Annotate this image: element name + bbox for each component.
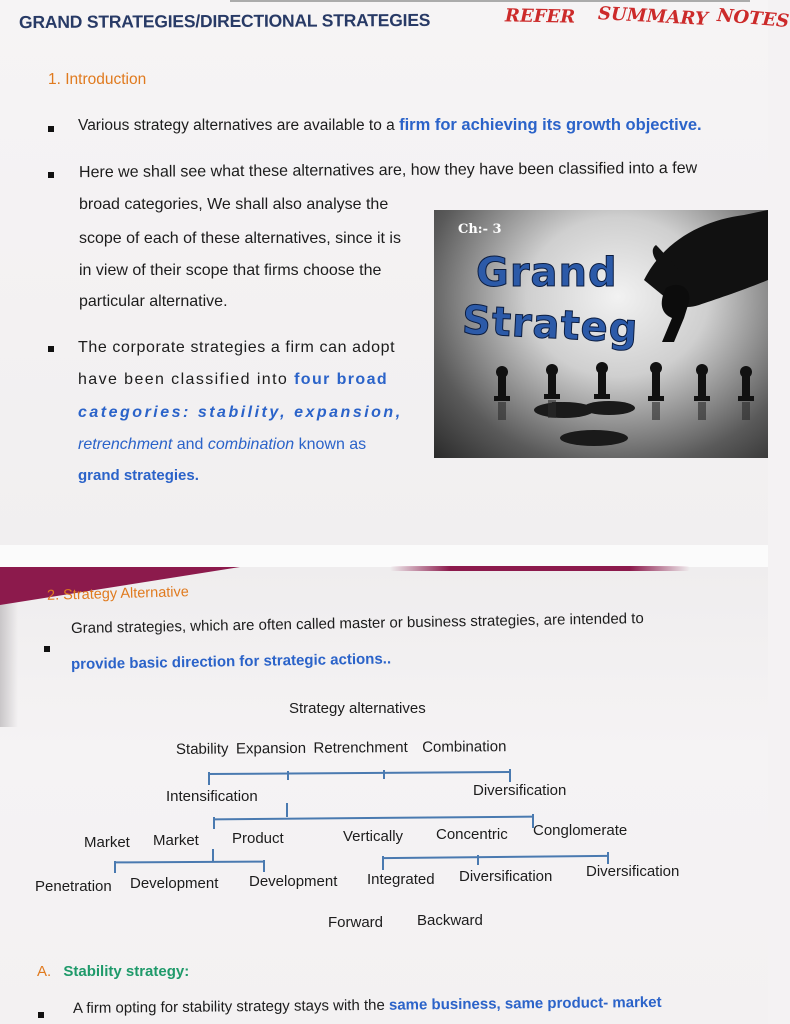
section-heading-strategy-alternative: 2. Strategy Alternative [46,584,190,604]
intro-bullet-1-highlight: firm for achieving its growth objective. [399,116,702,134]
intro-bullet-2-line-1: Here we shall see what these alternatives are, how they have been classified into a few [78,159,698,182]
image-word-grand: Grand [476,250,618,296]
handwritten-note-refer: REFER [504,5,576,28]
connector-line [382,856,384,870]
intro-bullet-1 [78,116,702,135]
stability-heading-text: Stability strategy: [63,963,190,980]
node-vertically: Vertically [343,828,404,845]
node-conglomerate: Conglomerate [533,822,628,839]
connector-line [213,817,215,829]
node-retrenchment: Retrenchment [313,738,408,757]
node-market-1: Market [84,834,130,851]
stability-bullet-text: A firm opting for stability strategy stays with the [72,996,390,1017]
term-retrenchment: retrenchment [78,436,173,453]
connector-line [286,803,288,817]
page-gap [0,545,768,567]
intro-bullet-3-line-1: The corporate strategies a firm can adopt [78,339,396,356]
node-expansion: Expansion [235,739,307,758]
node-stability: Stability [175,740,229,758]
node-concentric: Concentric [436,826,508,843]
intro-bullet-3-line-3: categories: stability, expansion, [78,404,403,421]
bullet-icon [38,1012,44,1018]
connector-line [212,849,214,861]
strategy-bullet-line-2: provide basic direction for strategic actions.. [70,650,392,673]
intro-bullet-2-line-5: particular alternative. [79,293,228,310]
section-heading-stability [37,963,189,980]
diagram-root: Strategy alternatives [289,700,426,717]
term-combination: combination [207,436,295,453]
intro-bullet-3-line-2 [78,371,388,389]
intro-bullet-2-line-3: scope of each of these alternatives, since it is [79,230,401,247]
intro-bullet-2-line-4: in view of their scope that firms choose the [79,262,382,279]
connector-line [509,769,511,782]
image-word-strategy: Strateg [460,297,640,353]
page-title: GRAND STRATEGIES/DIRECTIONAL STRATEGIES [18,9,431,33]
node-backward: Backward [417,912,483,929]
handwritten-note-summary: SUMMARY [597,3,709,30]
connector-line [287,771,289,780]
diagram-level-1 [176,738,507,759]
bullet-icon [48,126,54,132]
node-concentric-diversification: Diversification [459,868,553,885]
stability-bullet-highlight: same business, same product- market [388,993,662,1014]
node-integrated: Integrated [367,871,435,888]
grand-strategy-chess-image [434,210,768,458]
connector-line [263,860,265,872]
section-divider [390,566,690,571]
top-rule [230,0,750,2]
handwritten-note-notes: NOTES [716,4,790,33]
intro-bullet-3-and: and [172,436,208,453]
section-heading-introduction: 1. Introduction [48,71,147,88]
intro-bullet-3-line-2-text: have been classified into [78,371,295,388]
chapter-label: Ch:- 3 [458,222,502,237]
connector-line [208,772,210,785]
intro-bullet-3-line-4 [78,436,366,454]
intro-bullet-3-known-as: known as [294,436,367,453]
bullet-icon [48,172,54,178]
intro-bullet-3-highlight: four broad [294,371,389,388]
intro-bullet-2-line-2: broad categories, We shall also analyse the [79,196,389,213]
intro-bullet-3-line-5: grand strategies. [78,467,199,484]
connector-line [114,861,116,873]
node-combination: Combination [422,738,507,756]
chess-pieces-icon [434,210,768,458]
node-penetration: Penetration [35,878,112,895]
node-diversification: Diversification [473,782,567,799]
heading-letter: A. [37,963,52,980]
connector-line [383,770,385,779]
node-product: Product [232,830,284,847]
node-product-development: Development [249,873,338,890]
node-forward: Forward [328,914,384,931]
bullet-icon [48,346,54,352]
node-conglomerate-diversification: Diversification [586,863,680,880]
node-market-development: Development [130,875,219,892]
node-market-2: Market [153,832,199,849]
bullet-icon [44,646,50,652]
intro-bullet-1-text: Various strategy alternatives are available to a [78,117,400,134]
connector-line [477,855,479,865]
node-intensification: Intensification [166,788,258,805]
strategy-bullet-line-1: Grand strategies, which are often called master or business strategies, are intended to [70,610,644,637]
